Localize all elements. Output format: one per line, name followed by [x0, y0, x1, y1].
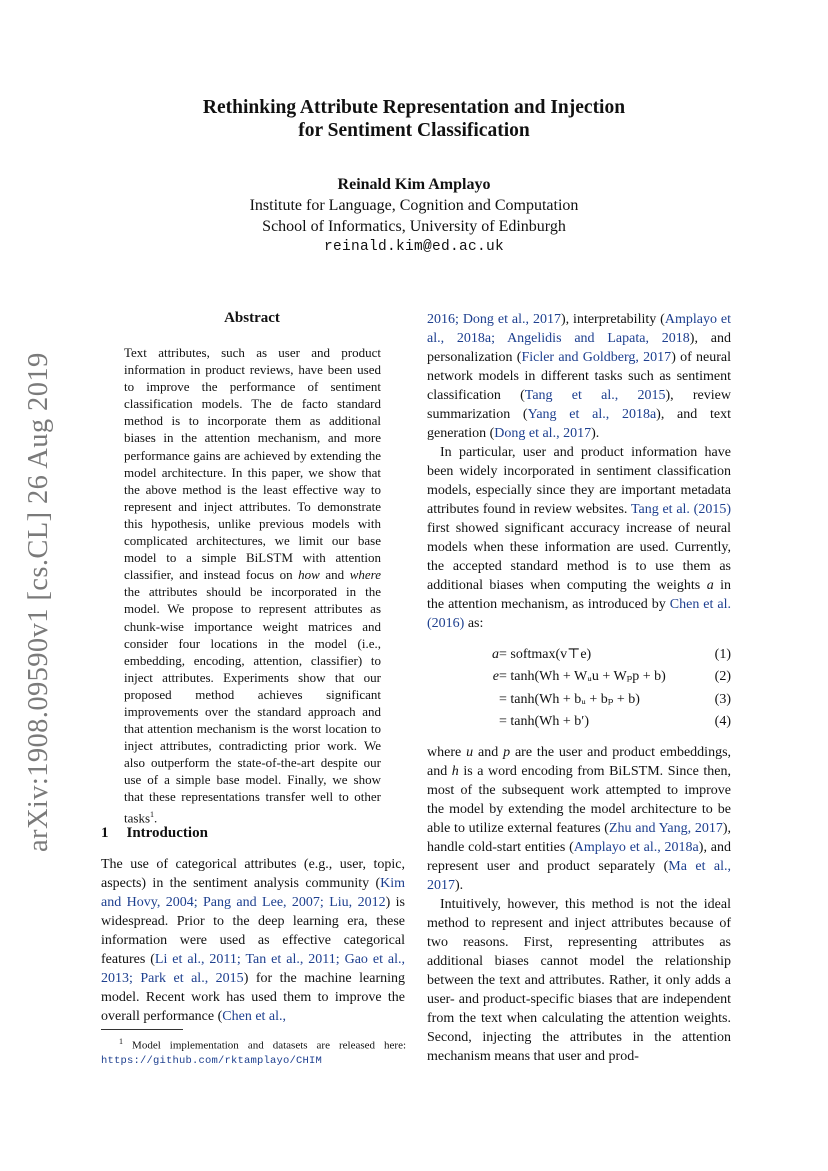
- footnote-mark[interactable]: 1: [150, 809, 154, 819]
- paragraph-user-product: In particular, user and product information have been widely incorporated in sentiment classification models, especially since they are important metadata attributes found in review websites. Tang et al. (2015) first showed significant accuracy increase of neural models when these information are used. Currently, the accepted standard method is to use them as additional biases when computing the weights a in the attention mechanism, as introduced by Chen et al. (2016) as:: [427, 445, 732, 631]
- citation-link[interactable]: Dong et al., 2017: [494, 426, 592, 441]
- affiliation-2: School of Informatics, University of Edinburgh: [262, 218, 566, 235]
- equation-3: = tanh(Wh + bᵤ + bₚ + b) (3): [499, 691, 731, 707]
- left-column-body: [101, 855, 405, 1026]
- equation-number: (3): [714, 691, 731, 707]
- paragraph-where: where u and p are the user and product embeddings, and h is a word encoding from BiLSTM. Since then, most of the subsequent work attempted to improve the model by extending the model architecture to be able to utilize external features (Zhu and Yang, 2017), handle cold-start entities (Amplayo et al., 2018a), and represent user and product separately (Ma et al., 2017).: [427, 745, 732, 893]
- citation-link[interactable]: Kim and Hovy, 2004; Pang and Lee, 2007; Liu, 2012: [101, 876, 405, 910]
- continued-paragraph: 2016; Dong et al., 2017), interpretability (Amplayo et al., 2018a; Angelidis and Lapata, 2018), and personalization (Ficler and Goldberg, 2017) of neural network models in different tasks such as sentiment classification (Tang et al., 2015), review summarization (Yang et al., 2018a), and text generation (Dong et al., 2017).: [427, 312, 731, 441]
- paragraph-intuitively: Intuitively, however, this method is not the ideal method to represent and inject attributes because of two reasons. First, representing attributes as additional biases cannot model the relationship between the text and attributes. Rather, it only adds a user- and product-specific biases that are independent from the text when calculating the attention weights. Second, injecting the attributes in the attention mechanism means that user and prod-: [427, 897, 731, 1064]
- citation-link[interactable]: Chen et al.,: [222, 1009, 287, 1024]
- equation-block: [427, 643, 731, 733]
- citation-link[interactable]: Ma et al., 2017: [427, 859, 732, 893]
- citation-link[interactable]: Tang et al., 2015: [524, 388, 666, 403]
- citation-link[interactable]: Zhu and Yang, 2017: [608, 821, 723, 836]
- emph-where: where: [349, 567, 381, 583]
- citation-link[interactable]: Li et al., 2011; Tan et al., 2011; Gao et al., 2013; Park et al., 2015: [101, 952, 406, 986]
- author-email[interactable]: reinald.kim@ed.ac.uk: [323, 239, 505, 255]
- affiliation-1: Institute for Language, Cognition and Computation: [249, 197, 579, 214]
- equation-2: e = tanh(Wh + Wᵤu + Wₚp + b) (2): [492, 669, 731, 685]
- arxiv-identifier: arXiv:1908.09590v1 [cs.CL] 26 Aug 2019: [23, 352, 54, 852]
- citation-link[interactable]: Ficler and Goldberg, 2017: [521, 350, 672, 365]
- title-line-2: for Sentiment Classification: [298, 120, 530, 141]
- citation-link[interactable]: Chen et al. (2016): [427, 597, 731, 631]
- equation-number: (4): [714, 714, 731, 730]
- citation-link[interactable]: Yang et al., 2018a: [527, 407, 657, 422]
- emph-how: how: [298, 567, 320, 583]
- citation-link[interactable]: Amplayo et al., 2018a: [573, 840, 699, 855]
- equation-number: (2): [714, 669, 731, 685]
- paper-title: [150, 96, 678, 142]
- author-name: Reinald Kim Amplayo: [337, 176, 491, 193]
- section-heading-introduction: [101, 825, 208, 842]
- title-line-1: Rethinking Attribute Representation and Injection: [202, 97, 626, 118]
- section-title: Introduction: [126, 825, 208, 841]
- citation-link[interactable]: Tang et al. (2015): [630, 502, 731, 517]
- abstract-text: Text attributes, such as user and product information in product reviews, have been used to improve the performance of sentiment classification models. The de facto standard method is to incorporate them as additional biases in the attention mechanism, and more performance gains are achieved by extending the model architecture. In this paper, we show that the above method is the least effective way to represent and inject attributes. To demonstrate this hypothesis, unlike previous models with complicated architectures, we limit our base model to a simple BiLSTM with attention classifier, and instead focus on how and where the attributes should be incorporated in the model. We propose to represent attributes as chunk-wise importance weight matrices and consider four locations in the model (i.e., embedding, encoding, attention, classifier) to inject attributes. Experiments show that our proposed method achieves significant improvements over the standard approach and that attention mechanism is the worst location to inject attributes, contradicting prior work. We also outperform the state-of-the-art despite our use of a simple base model. Finally, we show that these representations transfer well to other tasks$^1$.: [124, 345, 381, 825]
- equation-number: (1): [714, 646, 731, 662]
- section-number: 1: [101, 825, 109, 841]
- author-block: [150, 174, 678, 258]
- footnote-rule: [101, 1029, 183, 1030]
- footnote-url-link[interactable]: https://github.com/rktamplayo/CHIM: [101, 1054, 323, 1067]
- right-column-body: [427, 310, 731, 1066]
- intro-paragraph-1: The use of categorical attributes (e.g., user, topic, aspects) in the sentiment analysis community (Kim and Hovy, 2004; Pang and Lee, 2007; Liu, 2012) is widespread. Prior to the deep learning era, these information were used as effective categorical features (Li et al., 2011; Tan et al., 2011; Gao et al., 2013; Park et al., 2015) for the machine learning model. Recent work has used them to improve the overall performance (Chen et al.,: [101, 857, 406, 1024]
- equation-4: = tanh(Wh + b′) (4): [499, 714, 731, 730]
- abstract-heading: Abstract: [224, 310, 280, 326]
- citation-link[interactable]: Amplayo et al., 2018a; Angelidis and Lapata, 2018: [427, 312, 731, 346]
- footnote: $^1$ Model implementation and datasets are released here: https://github.com/rktamplayo/CHIM: [101, 1037, 407, 1067]
- citation-link[interactable]: 2016; Dong et al., 2017: [427, 312, 561, 327]
- equation-1: a = softmax(v⊤e) (1): [492, 646, 731, 662]
